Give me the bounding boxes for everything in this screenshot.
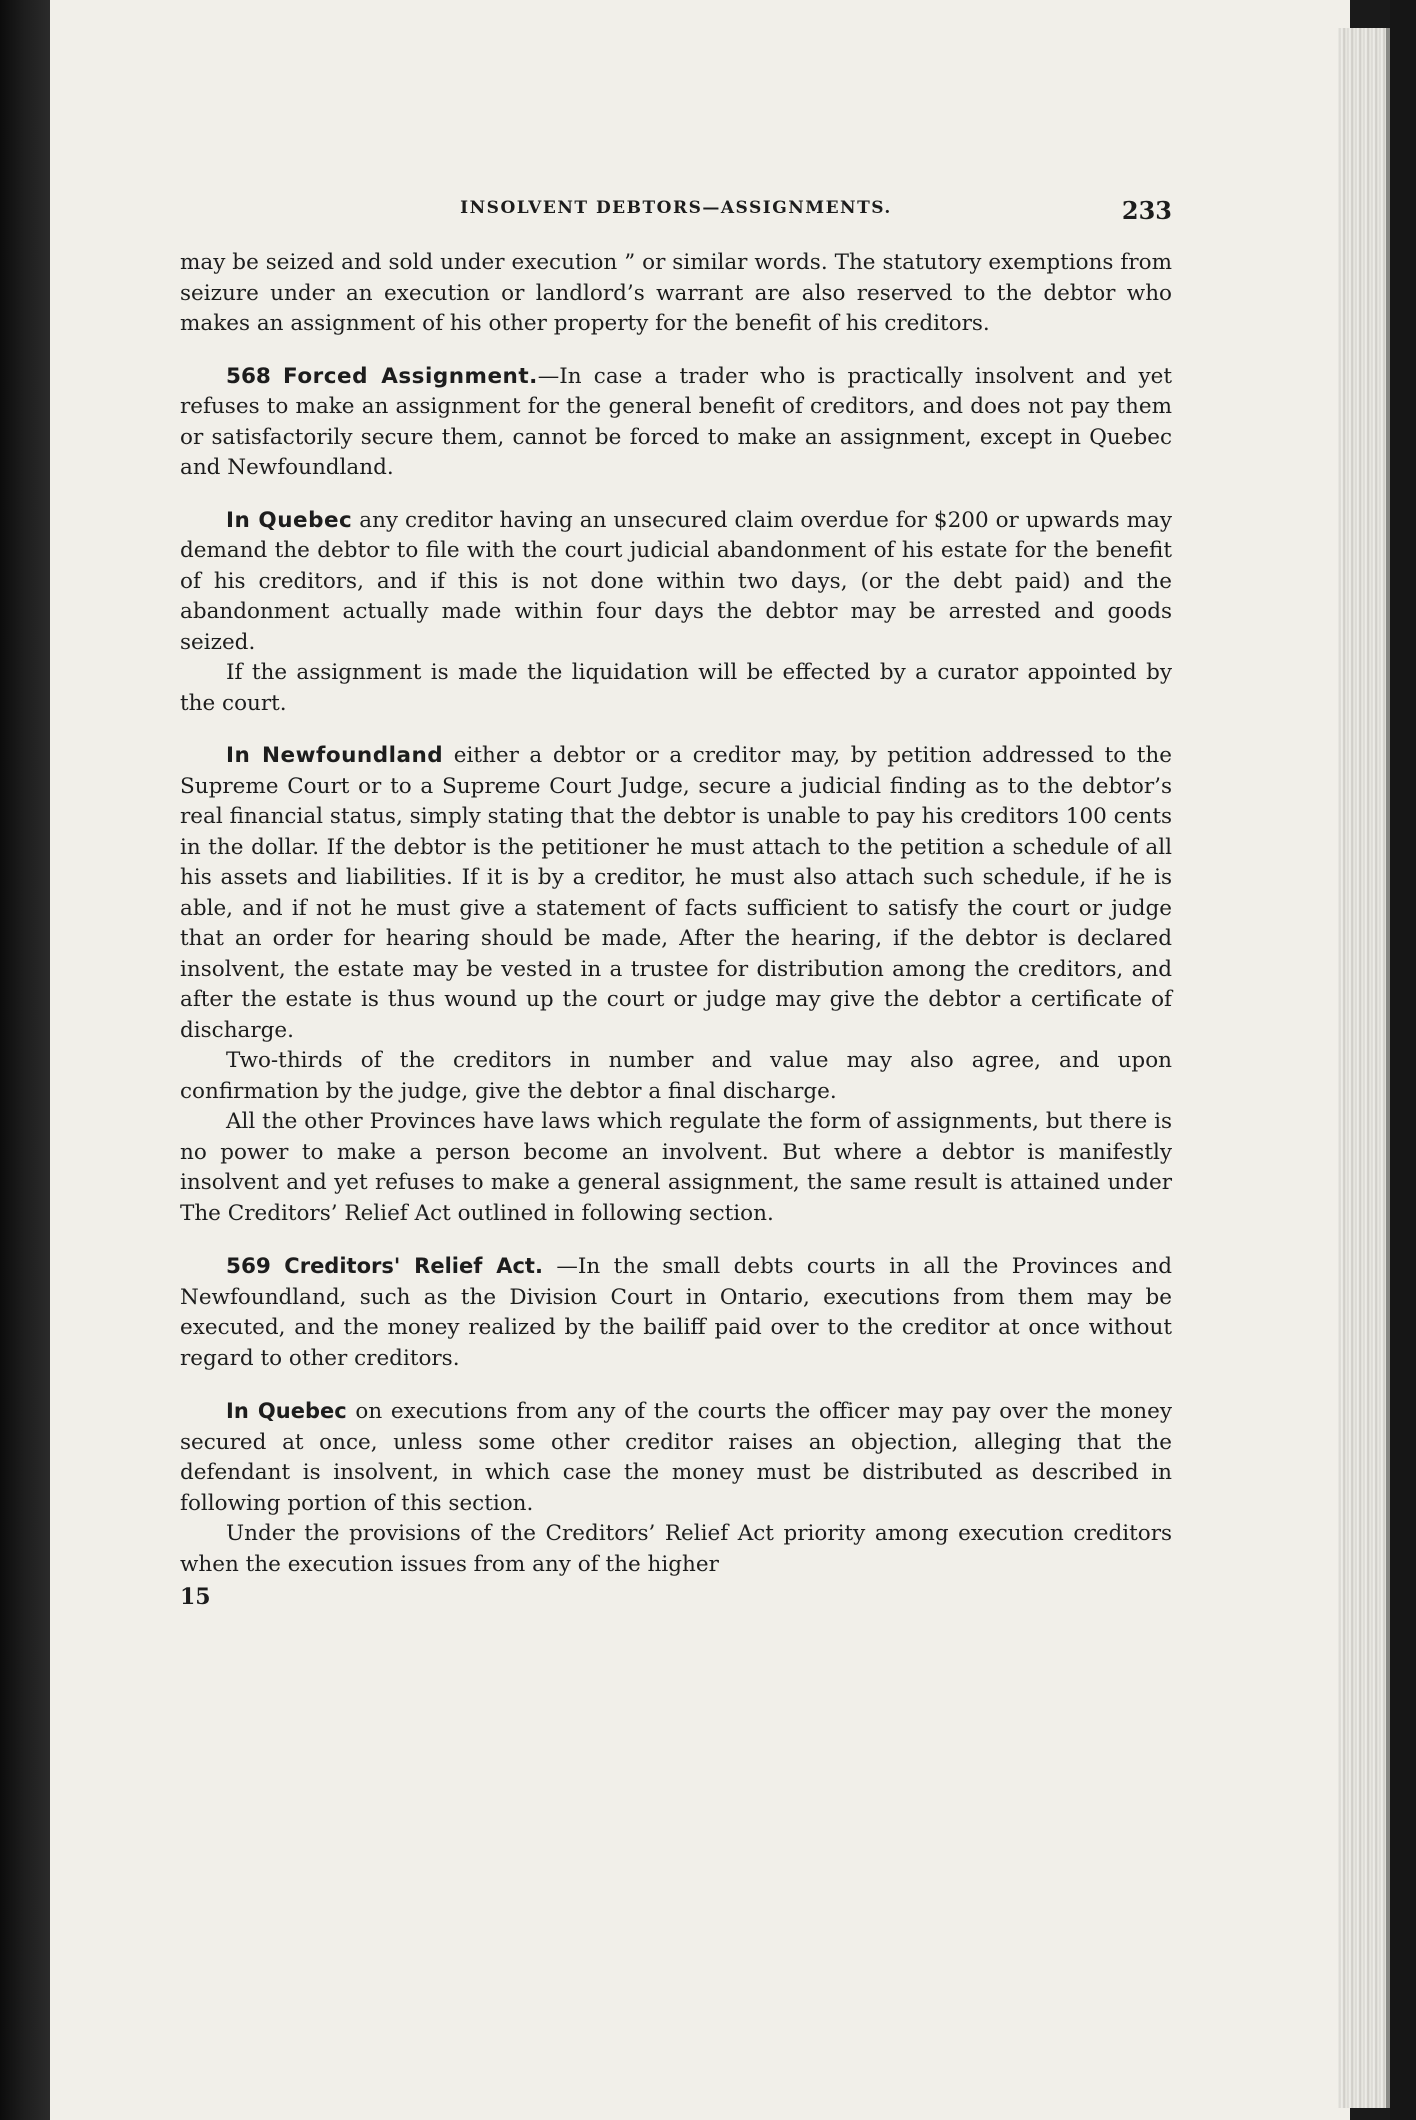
section-text: —In the small debts courts in all the Provinces and Newfoundland, such as the Division Court in Ontario, executions from them may be executed, and the money realized by the bailiff paid over to the creditor at once without regard to other creditors.	[180, 1254, 1172, 1371]
paragraph-text: on executions from any of the courts the officer may pay over the money secured at once, unless some other creditor raises an objection, alleging that the defendant is insolvent, in which case the money must be distributed as described in following portion of this section.	[180, 1399, 1172, 1516]
paragraph-quebec-executions	[180, 1396, 1172, 1519]
section-568	[180, 362, 1172, 484]
paragraph-newfoundland	[180, 741, 1172, 1046]
section-569	[180, 1251, 1172, 1374]
book-spine-shadow	[0, 0, 50, 2120]
run-in-heading: In Quebec	[226, 1399, 347, 1423]
paragraph-two-thirds: Two-thirds of the creditors in number and value may also agree, and upon confirmation by the judge, give the debtor a final discharge.	[180, 1048, 1172, 1104]
paragraph-text: either a debtor or a creditor may, by petition addressed to the Supreme Court or to a Supreme Court Judge, secure a judicial finding as to the debtor’s real financial status, simply stating that the debtor is unable to pay his creditors 100 cents in the dollar. If the debtor is the petitioner he must attach to the petition a schedule of all his assets and liabilities. If it is by a creditor, he must also attach such schedule, if he is able, and if not he must give a statement of facts sufficient to satisfy the court or judge that an order for hearing should be made, After the hearing, if the debtor is declared insolvent, the estate may be vested in a trustee for distribution among the creditors, and after the estate is thus wound up the court or judge may give the debtor a certificate of discharge.	[180, 743, 1172, 1043]
running-header	[180, 196, 1172, 242]
paragraph-continuation: may be seized and sold under execution ” or similar words. The statutory exemptions from seizure under an execution or landlord’s warrant are also reserved to the debtor who makes an assignment of his other property for the benefit of his creditors.	[180, 250, 1172, 336]
signature-mark: 15	[180, 1584, 211, 1610]
section-number: 569	[226, 1254, 271, 1279]
page-stack-edge	[1338, 28, 1388, 2108]
run-in-heading: In Quebec	[226, 507, 353, 533]
run-in-heading: In Newfoundland	[226, 743, 444, 768]
scan-background-right	[1390, 0, 1416, 2120]
section-heading: Creditors' Relief Act.	[284, 1254, 543, 1278]
paragraph-other-provinces: All the other Provinces have laws which regulate the form of assignments, but there is no power to make a person become an involvent. But where a debtor is manifestly insolvent and yet refuses to make a general assignment, the same result is attained under The Creditors’ Relief Act outlined in following section.	[180, 1109, 1172, 1226]
paragraph-text: any creditor having an unsecured claim overdue for $200 or upwards may demand the debtor to file with the court judicial abandonment of his estate for the benefit of his creditors, and if this is not done within two days, (or the debt paid) and the abandonment actually made within four days the debtor may be arrested and goods seized.	[180, 507, 1172, 655]
paragraph-under-provisions: Under the provisions of the Creditors’ Relief Act priority among execution creditors when the execution issues from any of the higher	[180, 1521, 1172, 1577]
page-number: 233	[1121, 196, 1172, 225]
section-text: —In case a trader who is practically insolvent and yet refuses to make an assignment for the general benefit of creditors, and does not pay them or satisfactorily secure them, cannot be forced to make an assignment, except in Quebec and Newfoundland.	[180, 363, 1173, 480]
section-number: 568	[226, 363, 271, 389]
page-text-block	[180, 196, 1172, 1610]
paragraph-quebec	[180, 506, 1172, 659]
section-heading: Forced Assignment.	[283, 363, 538, 389]
running-title: INSOLVENT DEBTORS—ASSIGNMENTS.	[460, 198, 892, 218]
paragraph-curator: If the assignment is made the liquidation will be effected by a curator appointed by the court.	[180, 660, 1172, 716]
